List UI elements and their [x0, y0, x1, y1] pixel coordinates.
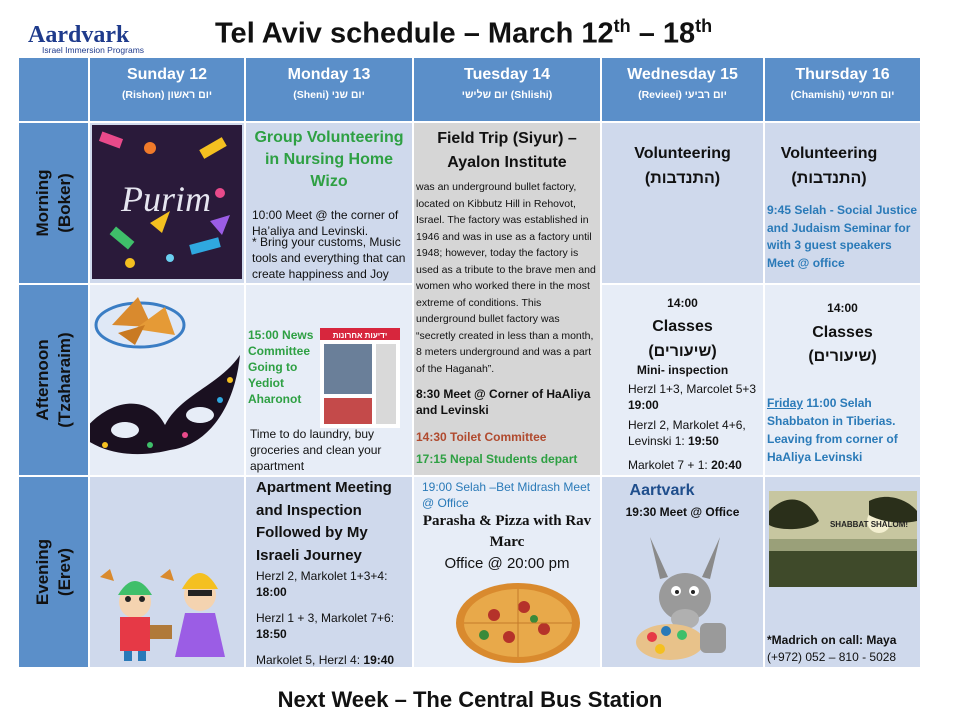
wednesday-afternoon	[602, 285, 763, 475]
thursday-morning	[765, 123, 920, 283]
mini-inspection: Mini- inspection	[636, 363, 729, 377]
row-afternoon: Afternoon (Tzaharaim)	[19, 285, 88, 475]
corner-header	[19, 58, 88, 121]
wed-class-time: 14:00	[667, 296, 698, 310]
selah-seminar: 9:45 Selah - Social Justice and Judaism Seminar for with 3 guest speakers Meet @ office	[767, 203, 918, 270]
madrich-on-call: *Madrich on call: Maya	[767, 633, 897, 647]
header-monday: Monday 13 (Sheni) יום שני	[246, 58, 412, 121]
monday-evening	[246, 477, 412, 667]
purim-text: Purim	[121, 179, 211, 219]
sunday-afternoon	[90, 285, 244, 475]
shabbat-shalom-image	[769, 491, 917, 587]
inspection-slot-2: Herzl 1 + 3, Markolet 7+6: 18:50	[256, 611, 395, 641]
thursday-afternoon	[765, 285, 920, 475]
next-week-footer: Next Week – The Central Bus Station	[277, 687, 663, 712]
selah-bet-midrash: 19:00 Selah –Bet Midrash Meet @ Office	[422, 480, 591, 510]
monday-afternoon	[246, 285, 412, 475]
mini-slot-1: Herzl 1+3, Marcolet 5+3 19:00	[628, 382, 757, 412]
thu-classes: Classes	[812, 324, 873, 341]
schedule-table	[19, 58, 920, 668]
chores-text: Time to do laundry, buy groceries and clean your apartment	[250, 427, 382, 473]
sunday-evening	[90, 477, 244, 667]
thu-class-time: 14:00	[827, 301, 858, 315]
svg-text:SHABBAT SHALOM!: SHABBAT SHALOM!	[829, 520, 909, 529]
news-committee: 15:00 News Committee Going to Yediot Aharonot	[248, 328, 314, 406]
row-morning: Morning (Boker)	[19, 123, 88, 283]
newspaper-image	[320, 328, 400, 428]
nursing-home-meet: 10:00 Meet @ the corner of Ha’aliya and Levinski.	[252, 208, 399, 238]
wed-classes-hebrew: (שיעורים)	[648, 343, 717, 360]
thursday-evening	[765, 477, 920, 667]
parasha-office-time: Office @ 20:00 pm	[444, 555, 570, 572]
aartvark-title: Aartvark	[629, 482, 695, 499]
row-evening: Evening (Erev)	[19, 477, 88, 667]
sunday-morning	[90, 123, 244, 283]
mini-slot-3: Markolet 7 + 1: 20:40	[628, 458, 742, 472]
thu-volunteering: Volunteering	[780, 145, 878, 162]
field-trip-description: was an underground bullet factory, located on Kibbutz Hill in Rehovot, Israel. The factory was established in 1946 and was in use as a factory until 1948; however, today the factory is used as a tribute to the brave men and women who worked there in the most extreme of conditions. This underground bullet factory was “secretly created in less than a month, 8 meters underground and was a part of the Haganah”.	[416, 181, 596, 375]
header-tuesday: Tuesday 14 יום שלישי (Shlishi)	[414, 58, 600, 121]
thu-volunteering-hebrew: (התנדבות)	[791, 170, 867, 187]
thu-classes-hebrew: (שיעורים)	[808, 348, 877, 365]
svg-text:ידיעות אחרונות: ידיעות אחרונות	[332, 331, 388, 340]
wed-volunteering-hebrew: (התנדבות)	[644, 170, 721, 187]
inspection-slot-1: Herzl 2, Markolet 1+3+4: 18:00	[256, 569, 388, 599]
header-wednesday: Wednesday 15 (Revieei) יום רביעי	[602, 58, 763, 121]
nursing-home-note: * Bring your customs, Music tools and everything that can create happiness and Joy	[252, 235, 406, 281]
wednesday-evening	[602, 477, 763, 667]
tuesday-evening	[414, 477, 600, 667]
shabbaton-text: Friday 11:00 Selah Shabbaton in Tiberias. Leaving from corner of HaAliya Levinski	[767, 396, 898, 464]
nursing-home-title: Group Volunteering in Nursing Home Wizo	[254, 129, 404, 190]
mini-slot-2: Herzl 2, Markolet 4+6, Levinski 1: 19:50	[628, 418, 746, 448]
toilet-committee: 14:30 Toilet Committee	[416, 430, 547, 444]
wed-classes: Classes	[652, 318, 713, 335]
logo-subtitle: Israel Immersion Programs	[42, 45, 145, 55]
aardvark-logo	[28, 22, 168, 56]
page-title: Tel Aviv schedule – March 12th – 18th	[215, 16, 713, 50]
hamantaschen-and-mask-image	[90, 285, 244, 475]
logo-name: Aardvark	[28, 22, 130, 48]
madrich-phone: (+972) 052 – 810 - 5028	[767, 650, 897, 664]
field-trip-meet: 8:30 Meet @ Corner of HaAliya and Levinski	[416, 387, 591, 417]
aartvark-meet: 19:30 Meet @ Office	[625, 505, 740, 519]
inspection-slot-3: Markolet 5, Herzl 4: 19:40	[256, 653, 395, 667]
purim-image	[90, 123, 244, 283]
apartment-meeting-title: Apartment Meeting and Inspection Followed by My Israeli Journey	[256, 479, 392, 564]
parasha-pizza-title: Parasha & Pizza with Rav Marc	[422, 513, 592, 550]
purim-kids-image	[90, 477, 244, 667]
wednesday-morning	[602, 123, 763, 283]
pizza-image	[454, 579, 584, 665]
wed-volunteering: Volunteering	[634, 145, 731, 162]
header-sunday: Sunday 12 (Rishon) יום ראשון	[90, 58, 244, 121]
header-thursday: Thursday 16 (Chamishi) יום חמישי	[765, 58, 920, 121]
aardvark-mascot-image	[630, 527, 750, 667]
nepal-students: 17:15 Nepal Students depart	[416, 452, 578, 466]
field-trip-title: Field Trip (Siyur) – Ayalon Institute	[437, 130, 577, 171]
tuesday-morning-afternoon	[414, 123, 600, 475]
